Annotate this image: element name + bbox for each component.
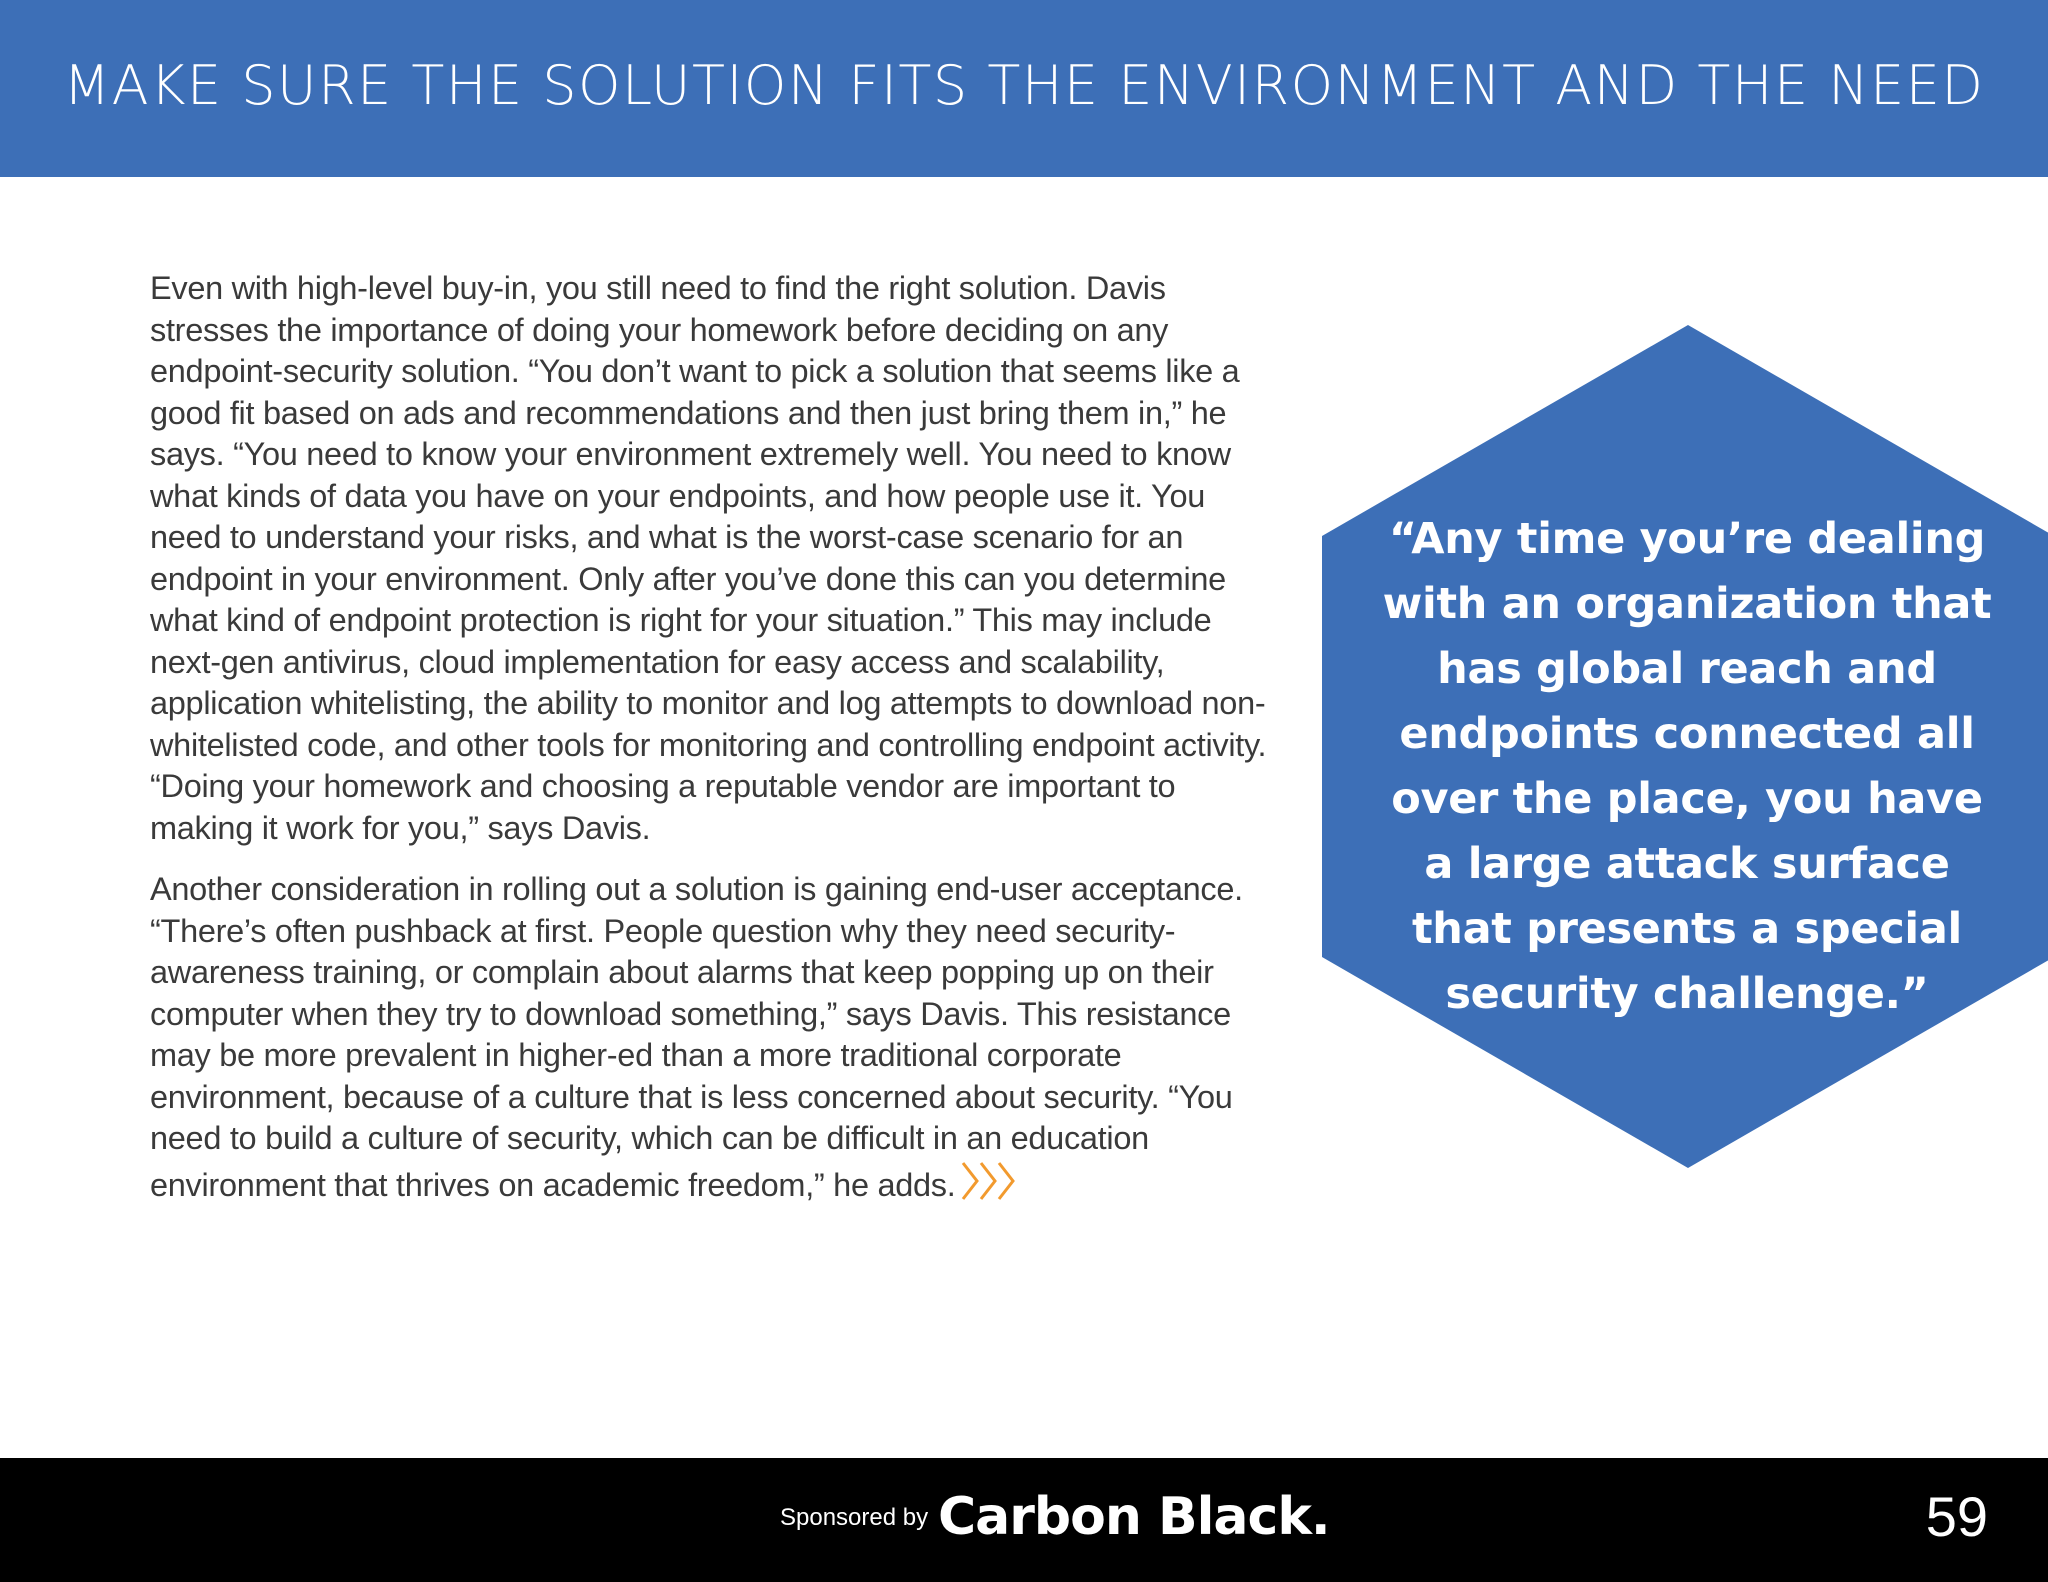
- sponsored-by-label: Sponsored by: [780, 1504, 929, 1531]
- page-title: MAKE SURE THE SOLUTION FITS THE ENVIRONMENT AND THE NEED: [63, 54, 1985, 117]
- article-paragraph-1: Even with high-level buy-in, you still need to find the right solution. Davis stresses the importance of doing your homework before deciding on any endpoint-security solution. “You don’t want to pick a solution that seems like a good fit based on ads and recommendations and then just bring them in,” he says. “You need to know your environment extremely well. You need to know what kinds of data you have on your endpoints, and how people use it. You need to understand your risks, and what is the worst-case scenario for an endpoint in your environment. Only after you’ve done this can you determine what kind of endpoint protection is right for your situation.” This may include next-gen antivirus, cloud implementation for easy access and scalability, application whitelisting, the ability to monitor and log attempts to download non-whitelisted code, and other tools for monitoring and controlling endpoint activity. “Doing your homework and choosing a reputable vendor are important to making it work for you,” says Davis.: [150, 270, 1267, 846]
- pull-quote: “Any time you’re dealing with an organization that has global reach and endpoints connected all over the place, you have a large attack surface that presents a special security challenge.”: [1382, 514, 1992, 1019]
- article-paragraph-2-text: Another consideration in rolling out a solution is gaining end-user acceptance. “There’s often pushback at first. People question why they need security-awareness training, or complain about alarms that keep popping up on their computer when they try to download something,” says Davis. This resistance may be more prevalent in higher-ed than a more traditional corporate environment, because of a culture that is less concerned about security. “You need to build a culture of security, which can be difficult in an education environment that thrives on academic freedom,” he adds.: [150, 871, 1243, 1203]
- triple-chevron-right-icon: [959, 1160, 1021, 1213]
- carbon-black-logo: Carbon Black.: [938, 1487, 1330, 1547]
- page-number: 59: [1925, 1485, 1988, 1548]
- article-paragraph-2: [150, 869, 1275, 1212]
- header-banner: [0, 0, 2048, 177]
- article-body: [150, 268, 1275, 1232]
